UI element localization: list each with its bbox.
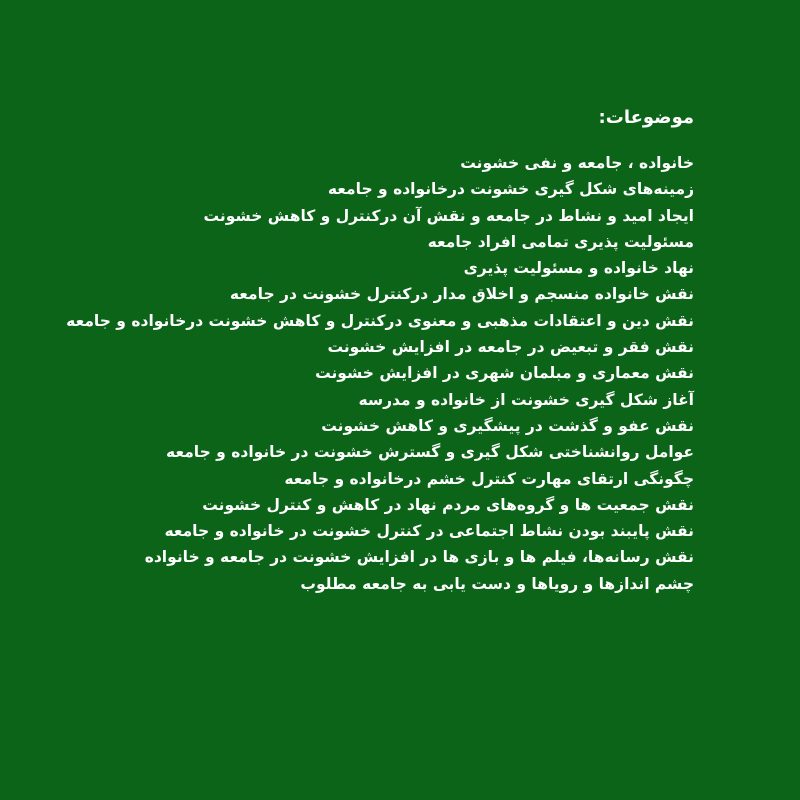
topic-item: خانواده ، جامعه و نفی خشونت: [460, 154, 694, 172]
topic-item: نقش معماری و مبلمان شهری در افزایش خشونت: [315, 364, 694, 383]
topic-item: نقش خانواده منسجم و اخلاق مدار درکنترل خشونت در جامعه: [229, 285, 694, 304]
topic-item: عوامل روانشناختی شکل گیری و گسترش خشونت در خانواده و جامعه: [166, 443, 694, 462]
topic-item: نقش دین و اعتقادات مذهبی و معنوی درکنترل و کاهش خشونت درخانواده و جامعه: [66, 311, 694, 330]
topic-item: نقش جمعیت ها و گروه‌های مردم نهاد در کاهش و کنترل خشونت: [202, 495, 694, 514]
topics-list: [66, 150, 694, 597]
topic-item: چشم اندازها و رویاها و دست یابی به جامعه مطلوب: [300, 574, 694, 593]
topic-item: نقش عفو و گذشت در پیشگیری و کاهش خشونت: [321, 416, 694, 435]
topics-heading: موضوعات:: [598, 107, 694, 128]
topic-item: چگونگی ارتقای مهارت کنترل خشم درخانواده و جامعه: [284, 469, 694, 488]
topic-item: آغاز شکل گیری خشونت از خانواده و مدرسه: [358, 390, 694, 409]
topic-item: نقش فقر و تبعیض در جامعه در افزایش خشونت: [327, 338, 694, 357]
topic-item: مسئولیت پذیری تمامی افراد جامعه: [427, 232, 694, 251]
topic-item: نقش پایبند بودن نشاط اجتماعی در کنترل خشونت در خانواده و جامعه: [164, 522, 694, 541]
topic-item: نهاد خانواده و مسئولیت پذیری: [463, 259, 694, 278]
topics-panel: [66, 104, 694, 597]
topic-item: ایجاد امید و نشاط در جامعه و نقش آن درکنترل و کاهش خشونت: [203, 206, 694, 225]
topic-item: زمینه‌های شکل گیری خشونت درخانواده و جامعه: [327, 180, 694, 199]
topic-item: نقش رسانه‌ها، فیلم ها و بازی ها در افزایش خشونت در جامعه و خانواده: [144, 548, 694, 567]
